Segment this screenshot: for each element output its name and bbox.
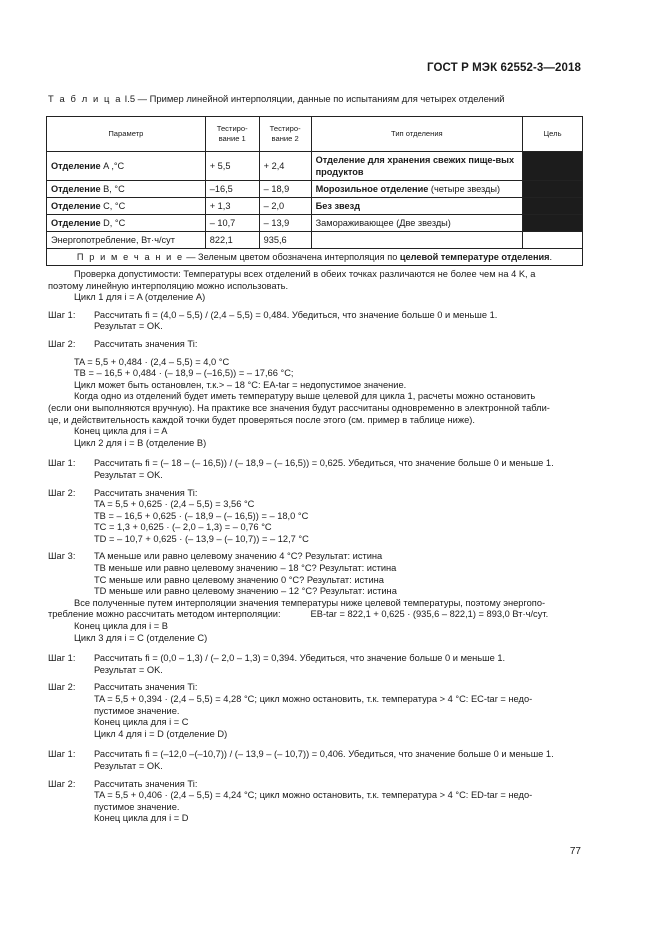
step-result: Результат = OK. bbox=[94, 321, 163, 332]
test2-cell: – 18,9 bbox=[259, 181, 311, 198]
step-text: Рассчитать fi = (–12,0 –(–10,7)) / (– 13,9 – (– 10,7)) = 0,406. Убедиться, что значение больше 0 и меньше 1. bbox=[94, 749, 554, 760]
type-cell bbox=[311, 232, 522, 249]
step-block bbox=[48, 310, 588, 322]
step-block bbox=[48, 339, 588, 351]
step-block bbox=[48, 488, 588, 500]
param-cell: Отделение B, °C bbox=[47, 181, 206, 198]
goal-cell bbox=[523, 215, 583, 232]
cycle-heading: Цикл 4 для i = D (отделение D) bbox=[94, 728, 228, 739]
table-header-cell: Тип отделения bbox=[311, 117, 522, 152]
cycle-end: Конец цикла для i = D bbox=[94, 813, 189, 824]
table-header-cell: Цель bbox=[523, 117, 583, 152]
param-cell: Отделение C, °C bbox=[47, 198, 206, 215]
step-text: Рассчитать значения Ti: bbox=[94, 487, 198, 498]
step-block bbox=[48, 682, 588, 694]
step-text: Рассчитать fi = (4,0 – 5,5) / (2,4 – 5,5) = 0,484. Убедиться, что значение больше 0 и меньше 1. bbox=[94, 309, 498, 320]
formula-line: пустимое значение. bbox=[94, 705, 180, 716]
test1-cell: + 5,5 bbox=[205, 152, 259, 181]
type-cell: Морозильное отделение (четыре звезды) bbox=[311, 181, 522, 198]
cycle-heading: Цикл 2 для i = B (отделение B) bbox=[74, 437, 207, 448]
step-label: Шаг 2: bbox=[48, 487, 76, 498]
table-row bbox=[47, 232, 583, 249]
formula-line: TA = 5,5 + 0,394 · (2,4 – 5,5) = 4,28 °C; цикл можно остановить, т.к. температура > 4 °C: EC-tar = недо- bbox=[94, 694, 533, 704]
table-header-row bbox=[47, 117, 583, 152]
step-block bbox=[48, 653, 588, 665]
formula-line: TB = – 16,5 + 0,625 · (– 18,9 – (– 16,5)) = – 18,0 °C bbox=[94, 510, 309, 521]
formula-line: TD = – 10,7 + 0,625 · (– 13,9 – (– 10,7)) = – 12,7 °C bbox=[94, 533, 309, 544]
step-label: Шаг 1: bbox=[48, 653, 76, 664]
step-result: Результат = OK. bbox=[94, 664, 163, 675]
step-result: Результат = OK. bbox=[94, 760, 163, 771]
formula-line: TA = 5,5 + 0,625 · (2,4 – 5,5) = 3,56 °C bbox=[94, 499, 255, 510]
goal-cell bbox=[523, 198, 583, 215]
step-result: Результат = OK. bbox=[94, 469, 163, 480]
test2-cell: 935,6 bbox=[259, 232, 311, 249]
step-block bbox=[48, 458, 588, 470]
table-header-cell: Тестиро-вание 2 bbox=[259, 117, 311, 152]
test2-cell: – 2,0 bbox=[259, 198, 311, 215]
step-text: Рассчитать значения Ti: bbox=[94, 778, 198, 789]
type-cell: Замораживающее (Две звезды) bbox=[311, 215, 522, 232]
cycle-end: Конец цикла для i = C bbox=[94, 717, 189, 728]
check-line: TB меньше или равно целевому значению – 18 °C? Результат: истина bbox=[94, 563, 397, 574]
paragraph-line: Все полученные путем интерполяции значения температуры ниже целевой температуры, поэтому энергопо- bbox=[74, 597, 546, 608]
formula-line: TA = 5,5 + 0,406 · (2,4 – 5,5) = 4,24 °C; цикл можно остановить, т.к. температура > 4 °C: ED-tar = недо- bbox=[94, 790, 533, 801]
step-label: Шаг 2: bbox=[48, 682, 76, 693]
goal-cell bbox=[523, 152, 583, 181]
test1-cell: + 1,3 bbox=[205, 198, 259, 215]
paragraph-line: Проверка допустимости: Температуры всех отделений в обеих точках различаются не более чем на 4 K, а bbox=[74, 269, 536, 279]
param-cell: Энергопотребление, Вт·ч/сут bbox=[47, 232, 206, 249]
goal-cell bbox=[523, 181, 583, 198]
step-label: Шаг 1: bbox=[48, 458, 76, 469]
cycle-heading: Цикл 1 для i = A (отделение A) bbox=[74, 292, 206, 303]
formula-line: TC = 1,3 + 0,625 · (– 2,0 – 1,3) = – 0,76 °C bbox=[94, 522, 272, 533]
step-block bbox=[48, 749, 588, 761]
cycle-end: Конец цикла для i = B bbox=[74, 621, 168, 632]
paragraph-line: требление можно рассчитать методом интерполяции: EB-tar = 822,1 + 0,625 · (935,6 – 822,1) = 893,0 Вт·ч/сут. bbox=[48, 609, 549, 620]
step-block bbox=[48, 551, 588, 563]
table-row bbox=[47, 152, 583, 181]
paragraph-line: (если они выполняются вручную). На практике все значения будут рассчитаны одновременно в электронной табли- bbox=[48, 402, 550, 413]
cycle-heading: Цикл 3 для i = C (отделение C) bbox=[74, 632, 208, 643]
paragraph-line: поэтому линейную интерполяцию можно использовать. bbox=[48, 280, 289, 291]
table-header-cell: Параметр bbox=[47, 117, 206, 152]
step-text: Рассчитать значения Ti: bbox=[94, 338, 198, 349]
data-table bbox=[46, 116, 583, 266]
standard-header: ГОСТ Р МЭК 62552-3—2018 bbox=[427, 62, 581, 74]
step-label: Шаг 2: bbox=[48, 778, 76, 789]
check-line: TD меньше или равно целевому значению – 12 °C? Результат: истина bbox=[94, 586, 397, 597]
formula-line: TA = 5,5 + 0,484 · (2,4 – 5,5) = 4,0 °C bbox=[74, 356, 230, 367]
table-caption bbox=[48, 93, 504, 104]
step-label: Шаг 1: bbox=[48, 749, 76, 760]
step-block bbox=[48, 779, 588, 791]
table-caption-text: — Пример линейной интерполяции, данные по испытаниям для четырех отделений bbox=[135, 93, 505, 104]
formula-line: TB = – 16,5 + 0,484 · (– 18,9 – (–16,5)) = – 17,66 °C; bbox=[74, 368, 294, 379]
table-row bbox=[47, 198, 583, 215]
param-cell: Отделение D, °C bbox=[47, 215, 206, 232]
paragraph-line: це, и действительность каждой точки будет проверяться после этого (см. пример в таблице ниже). bbox=[48, 414, 475, 425]
check-line: TC меньше или равно целевому значению 0 °C? Результат: истина bbox=[94, 574, 384, 585]
step-text: Рассчитать fi = (– 18 – (– 16,5)) / (– 18,9 – (– 16,5)) = 0,625. Убедиться, что значение больше 0 и меньше 1. bbox=[94, 458, 554, 469]
step-text: Рассчитать значения Ti: bbox=[94, 682, 198, 693]
table-note: П р и м е ч а н и е — Зеленым цветом обозначена интерполяция по целевой температуре отделения. bbox=[47, 249, 583, 266]
step-label: Шаг 3: bbox=[48, 551, 76, 562]
table-caption-number: I.5 bbox=[124, 93, 136, 104]
page-number: 77 bbox=[569, 846, 581, 857]
table-note-row bbox=[47, 249, 583, 266]
formula-line: Цикл может быть остановлен, т.к.> – 18 °C: EA-tar = недопустимое значение. bbox=[74, 379, 407, 390]
step-text: TA меньше или равно целевому значению 4 °C? Результат: истина bbox=[94, 551, 383, 562]
cycle-end: Конец цикла для i = A bbox=[74, 426, 168, 437]
goal-cell bbox=[523, 232, 583, 249]
table-header-cell: Тестиро-вание 1 bbox=[205, 117, 259, 152]
step-text: Рассчитать fi = (0,0 – 1,3) / (– 2,0 – 1,3) = 0,394. Убедиться, что значение больше 0 и меньше 1. bbox=[94, 653, 506, 664]
test2-cell: + 2,4 bbox=[259, 152, 311, 181]
step-label: Шаг 1: bbox=[48, 309, 76, 320]
param-cell: Отделение A ,°C bbox=[47, 152, 206, 181]
test1-cell: –16,5 bbox=[205, 181, 259, 198]
step-label: Шаг 2: bbox=[48, 338, 76, 349]
table-caption-word: Т а б л и ц а bbox=[48, 93, 123, 104]
formula-line: пустимое значение. bbox=[94, 801, 180, 812]
document-body bbox=[48, 269, 588, 825]
type-cell: Отделение для хранения свежих пище-вых продуктов bbox=[311, 152, 522, 181]
type-cell: Без звезд bbox=[311, 198, 522, 215]
table-row bbox=[47, 215, 583, 232]
table-row bbox=[47, 181, 583, 198]
test1-cell: – 10,7 bbox=[205, 215, 259, 232]
test1-cell: 822,1 bbox=[205, 232, 259, 249]
paragraph-line: Когда одно из отделений будет иметь температуру выше целевой для цикла 1, расчеты можно остановить bbox=[74, 391, 536, 402]
test2-cell: – 13,9 bbox=[259, 215, 311, 232]
